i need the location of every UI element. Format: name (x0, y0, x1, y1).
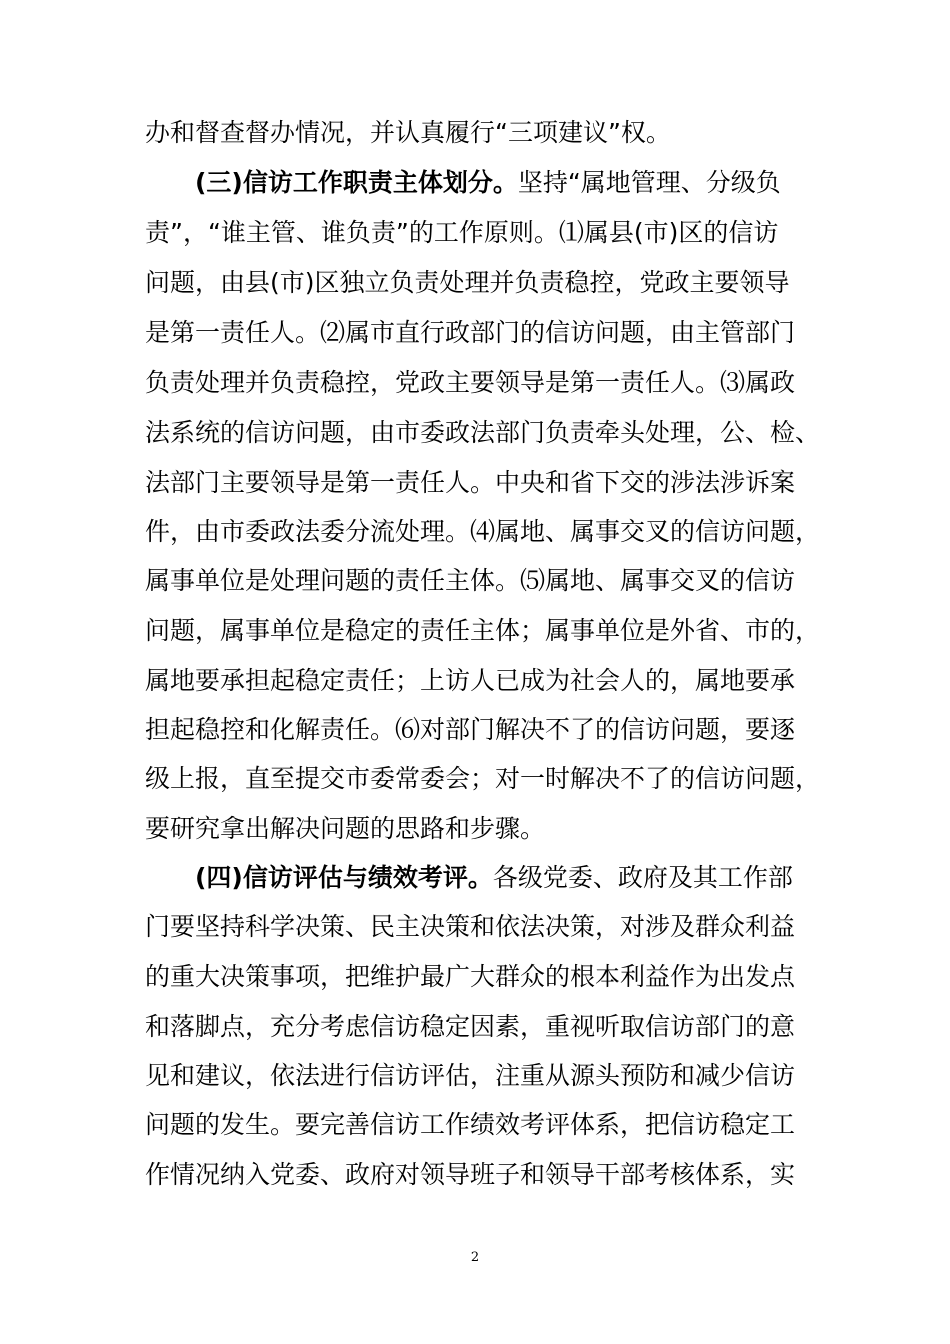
section-heading: (四)信访评估与绩效考评。 (195, 863, 493, 892)
text-line: 作情况纳入党委、政府对领导班子和领导干部考核体系，实 (145, 1160, 796, 1189)
section-heading: (三)信访工作职责主体划分。 (195, 168, 518, 197)
text-line: 负责处理并负责稳控，党政主要领导是第一责任人。⑶属政 (145, 368, 796, 397)
page-number: 2 (470, 1250, 480, 1265)
text-line: 办和督查督办情况，并认真履行“三项建议”权。 (145, 118, 671, 147)
text-line: 见和建议，依法进行信访评估，注重从源头预防和减少信访 (145, 1061, 796, 1090)
text-line: 和落脚点，充分考虑信访稳定因素，重视听取信访部门的意 (145, 1012, 796, 1041)
text-line: 担起稳控和化解责任。⑹对部门解决不了的信访问题，要逐 (145, 715, 796, 744)
text-line: 问题，属事单位是稳定的责任主体；属事单位是外省、市的， (145, 616, 821, 645)
text-line: 问题的发生。要完善信访工作绩效考评体系，把信访稳定工 (145, 1110, 796, 1139)
text-line: 门要坚持科学决策、民主决策和依法决策，对涉及群众利益 (145, 912, 796, 941)
text-line: 要研究拿出解决问题的思路和步骤。 (145, 814, 546, 843)
text-line: 件，由市委政法委分流处理。⑷属地、属事交叉的信访问题， (145, 517, 821, 546)
text-line: 的重大决策事项，把维护最广大群众的根本利益作为出发点 (145, 962, 796, 991)
text-line: 法部门主要领导是第一责任人。中央和省下交的涉法涉诉案 (145, 468, 796, 497)
text-line: 责”，“谁主管、谁负责”的工作原则。⑴属县(市)区的信访 (145, 218, 779, 247)
section-heading-line: (三)信访工作职责主体划分。坚持“属地管理、分级负 (195, 168, 781, 197)
section-heading-line: (四)信访评估与绩效考评。各级党委、政府及其工作部 (195, 863, 793, 892)
text-line: 是第一责任人。⑵属市直行政部门的信访问题，由主管部门 (145, 318, 796, 347)
text-line: 属事单位是处理问题的责任主体。⑸属地、属事交叉的信访 (145, 566, 796, 595)
text-line: 级上报，直至提交市委常委会；对一时解决不了的信访问题， (145, 764, 821, 793)
text-line: 属地要承担起稳定责任；上访人已成为社会人的，属地要承 (145, 666, 796, 695)
text-line: 问题，由县(市)区独立负责处理并负责稳控，党政主要领导 (145, 268, 790, 297)
text-line: 法系统的信访问题，由市委政法部门负责牵头处理，公、检、 (145, 418, 821, 447)
